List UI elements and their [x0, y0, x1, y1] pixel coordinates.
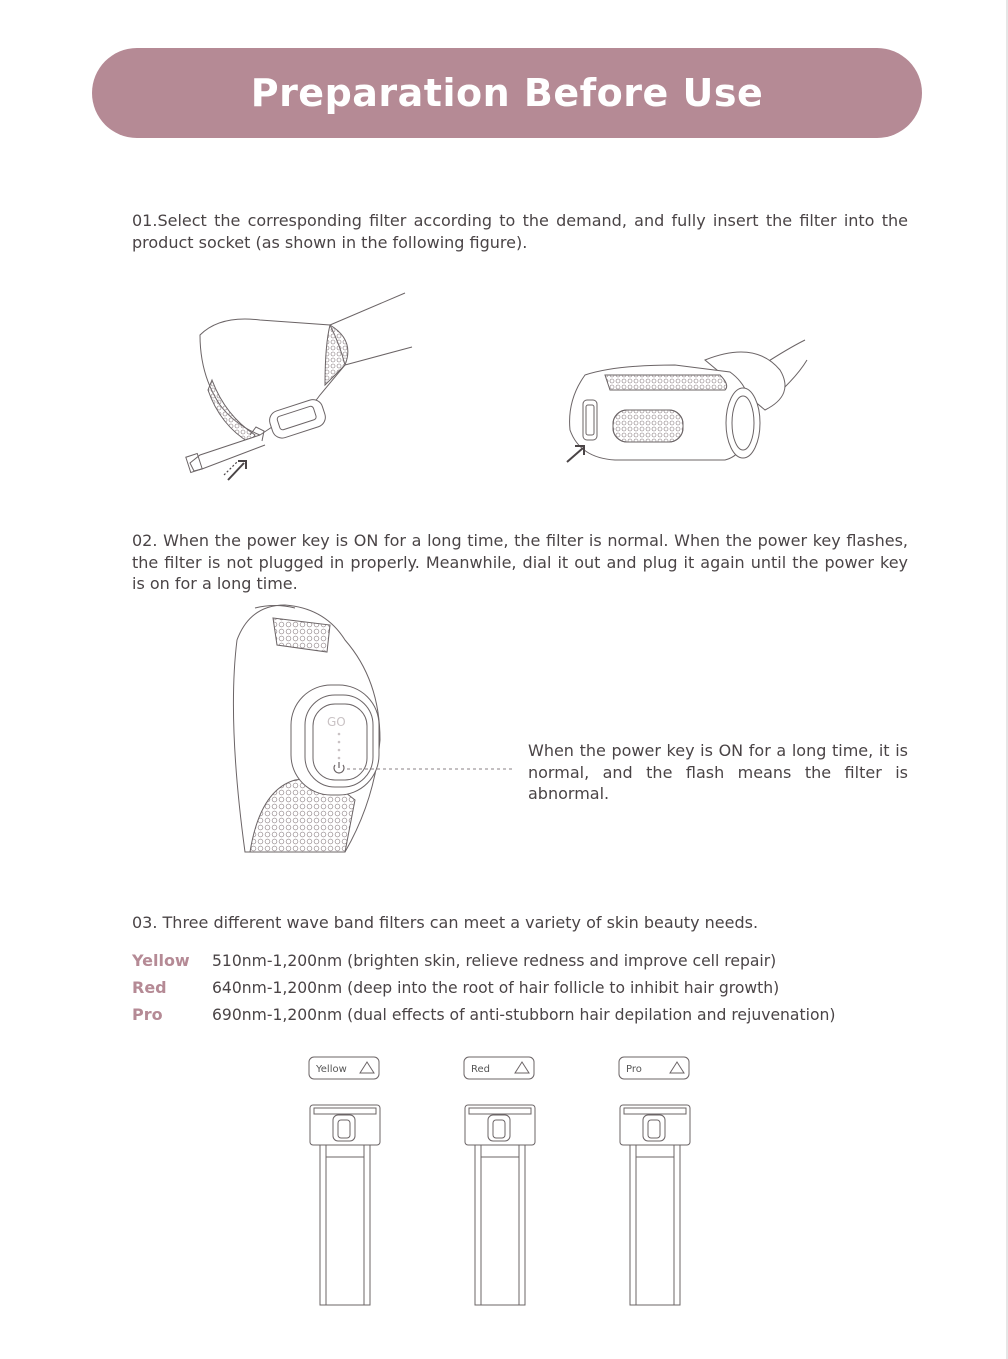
- device-side-illustration: [180, 285, 420, 485]
- filter-row-pro: [132, 1004, 922, 1026]
- filter-cartridge-red: [464, 1057, 535, 1305]
- filter-description: 640nm-1,200nm (deep into the root of hair follicle to inhibit hair growth): [212, 979, 780, 997]
- filter-name: Pro: [132, 1005, 163, 1024]
- filter-row-red: [132, 977, 922, 999]
- filter-label-yellow: Yellow: [316, 1064, 347, 1075]
- filter-row-yellow: [132, 950, 922, 972]
- page-title: Preparation Before Use: [250, 71, 764, 115]
- filter-description: 690nm-1,200nm (dual effects of anti-stubborn hair depilation and rejuvenation): [212, 1006, 836, 1024]
- filter-cartridge-pro: [619, 1057, 690, 1305]
- title-banner: [92, 48, 922, 138]
- filter-cartridge-yellow: [309, 1057, 380, 1305]
- filter-description: 510nm-1,200nm (brighten skin, relieve redness and improve cell repair): [212, 952, 777, 970]
- filter-name: Red: [132, 978, 167, 997]
- filter-cartridges-illustration: [300, 1050, 700, 1315]
- power-key-callout: When the power key is ON for a long time, it is normal, and the flash means the filter is abnormal.: [528, 741, 908, 803]
- filter-label-red: Red: [471, 1064, 490, 1075]
- device-power-key-illustration: [215, 600, 520, 860]
- step-3-text: 03. Three different wave band filters can meet a variety of skin beauty needs.: [132, 913, 759, 932]
- step-2-text: 02. When the power key is ON for a long time, the filter is normal. When the power key flashes, the filter is not plugged in properly. Meanwhile, dial it out and plug it again until the power key is on for a long time.: [132, 531, 908, 593]
- filter-label-pro: Pro: [626, 1064, 642, 1075]
- step-1-text: 01.Select the corresponding filter according to the demand, and fully insert the filter into the product socket (as shown in the following figure).: [132, 211, 908, 252]
- device-front-illustration: [555, 330, 815, 475]
- filter-name: Yellow: [132, 951, 190, 970]
- device-logo-text: GO: [327, 715, 346, 729]
